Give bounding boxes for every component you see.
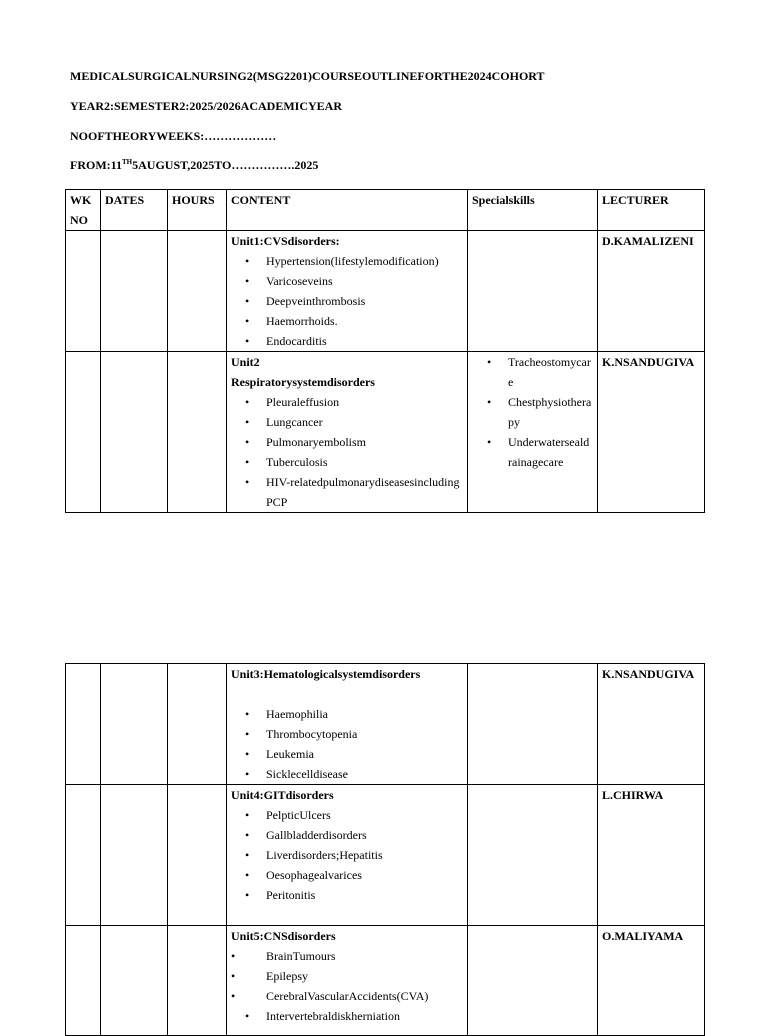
list-item: • Endocarditis: [266, 331, 463, 351]
hours-cell: [168, 926, 227, 1036]
skills-cell: [468, 231, 598, 352]
wk-cell: [66, 664, 101, 785]
course-outline-table-2: [65, 663, 705, 1036]
list-item: • Hypertension(lifestylemodification): [266, 251, 463, 271]
content-cell: [227, 926, 468, 1036]
table-row: [66, 231, 705, 352]
table-header-row: [66, 190, 705, 231]
list-item: • Lungcancer: [266, 412, 463, 432]
content-cell: [227, 352, 468, 513]
content-cell: [227, 785, 468, 926]
list-item: • Peritonitis: [266, 885, 463, 905]
year-semester: YEAR2:SEMESTER2:2025/2026ACADEMICYEAR: [70, 99, 343, 113]
table-row: [66, 785, 705, 926]
list-item: • BrainTumours: [266, 946, 463, 966]
wk-cell: [66, 785, 101, 926]
dates-cell: [101, 664, 168, 785]
header-content: CONTENT: [227, 190, 468, 231]
date-superscript: TH: [122, 158, 133, 166]
course-outline-table-1: [65, 189, 705, 513]
dates-cell: [101, 231, 168, 352]
list-item: • Pulmonaryembolism: [266, 432, 463, 452]
header-lecturer: LECTURER: [598, 190, 705, 231]
list-item: • Haemophilia: [266, 704, 463, 724]
list-item: • Deepveinthrombosis: [266, 291, 463, 311]
date-from: FROM:11: [70, 158, 122, 172]
unit-title: Unit1:CVSdisorders:: [231, 234, 340, 248]
dates-cell: [101, 785, 168, 926]
list-item: • Tracheostomycare: [508, 352, 593, 392]
lecturer-cell: D.KAMALIZENI: [598, 231, 705, 352]
skills-cell: [468, 664, 598, 785]
header-wk-no: WK NO: [66, 190, 101, 231]
skills-cell: [468, 926, 598, 1036]
skills-list: [472, 352, 593, 472]
unit-title: Respiratorysystemdisorders: [231, 375, 375, 389]
header-special-skills: Specialskills: [468, 190, 598, 231]
list-item: • Thrombocytopenia: [266, 724, 463, 744]
topic-list: [231, 392, 463, 512]
wk-cell: [66, 231, 101, 352]
list-item: • Oesophagealvarices: [266, 865, 463, 885]
date-to: 5AUGUST,2025TO…………….2025: [132, 158, 319, 172]
list-item: • Sicklecelldisease: [266, 764, 463, 784]
header-hours: HOURS: [168, 190, 227, 231]
date-range: [70, 158, 318, 173]
list-item: • CerebralVascularAccidents(CVA): [266, 986, 463, 1006]
topic-list: [231, 805, 463, 905]
theory-weeks: NOOFTHEORYWEEKS:………………: [70, 129, 277, 143]
content-cell: [227, 664, 468, 785]
topic-list: [231, 946, 463, 1006]
list-item: • Intervertebraldiskherniation: [266, 1006, 463, 1026]
unit-title: Unit4:GITdisorders: [231, 788, 334, 802]
table-row: [66, 352, 705, 513]
lecturer-cell: K.NSANDUGIVA: [598, 664, 705, 785]
list-item: • Tuberculosis: [266, 452, 463, 472]
lecturer-cell: O.MALIYAMA: [598, 926, 705, 1036]
wk-cell: [66, 352, 101, 513]
list-item: • Leukemia: [266, 744, 463, 764]
list-item: • Varicoseveins: [266, 271, 463, 291]
list-item: • PelpticUlcers: [266, 805, 463, 825]
lecturer-cell: K.NSANDUGIVA: [598, 352, 705, 513]
skills-cell: [468, 352, 598, 513]
hours-cell: [168, 231, 227, 352]
content-cell: [227, 231, 468, 352]
table-row: [66, 926, 705, 1036]
topic-list: [231, 1006, 463, 1026]
dates-cell: [101, 352, 168, 513]
unit-title: Unit5:CNSdisorders: [231, 929, 336, 943]
header-dates: DATES: [101, 190, 168, 231]
course-title: MEDICALSURGICALNURSING2(MSG2201)COURSEOUTLINEFORTHE2024COHORT: [70, 69, 545, 83]
topic-list: [231, 704, 463, 784]
hours-cell: [168, 352, 227, 513]
unit-title: Unit3:Hematologicalsystemdisorders: [231, 667, 421, 681]
list-item: • Chestphysiotherapy: [508, 392, 593, 432]
list-item: • Haemorrhoids.: [266, 311, 463, 331]
lecturer-cell: L.CHIRWA: [598, 785, 705, 926]
skills-cell: [468, 785, 598, 926]
wk-cell: [66, 926, 101, 1036]
topic-list: [231, 251, 463, 351]
list-item: • Gallbladderdisorders: [266, 825, 463, 845]
hours-cell: [168, 785, 227, 926]
list-item: • Underwatersealdrainagecare: [508, 432, 593, 472]
list-item: • Liverdisorders;Hepatitis: [266, 845, 463, 865]
list-item: • HIV-relatedpulmonarydiseasesincludingPCP: [266, 472, 463, 512]
unit-title: Unit2: [231, 355, 260, 369]
table-row: [66, 664, 705, 785]
list-item: • Pleuraleffusion: [266, 392, 463, 412]
dates-cell: [101, 926, 168, 1036]
hours-cell: [168, 664, 227, 785]
list-item: • Epilepsy: [266, 966, 463, 986]
